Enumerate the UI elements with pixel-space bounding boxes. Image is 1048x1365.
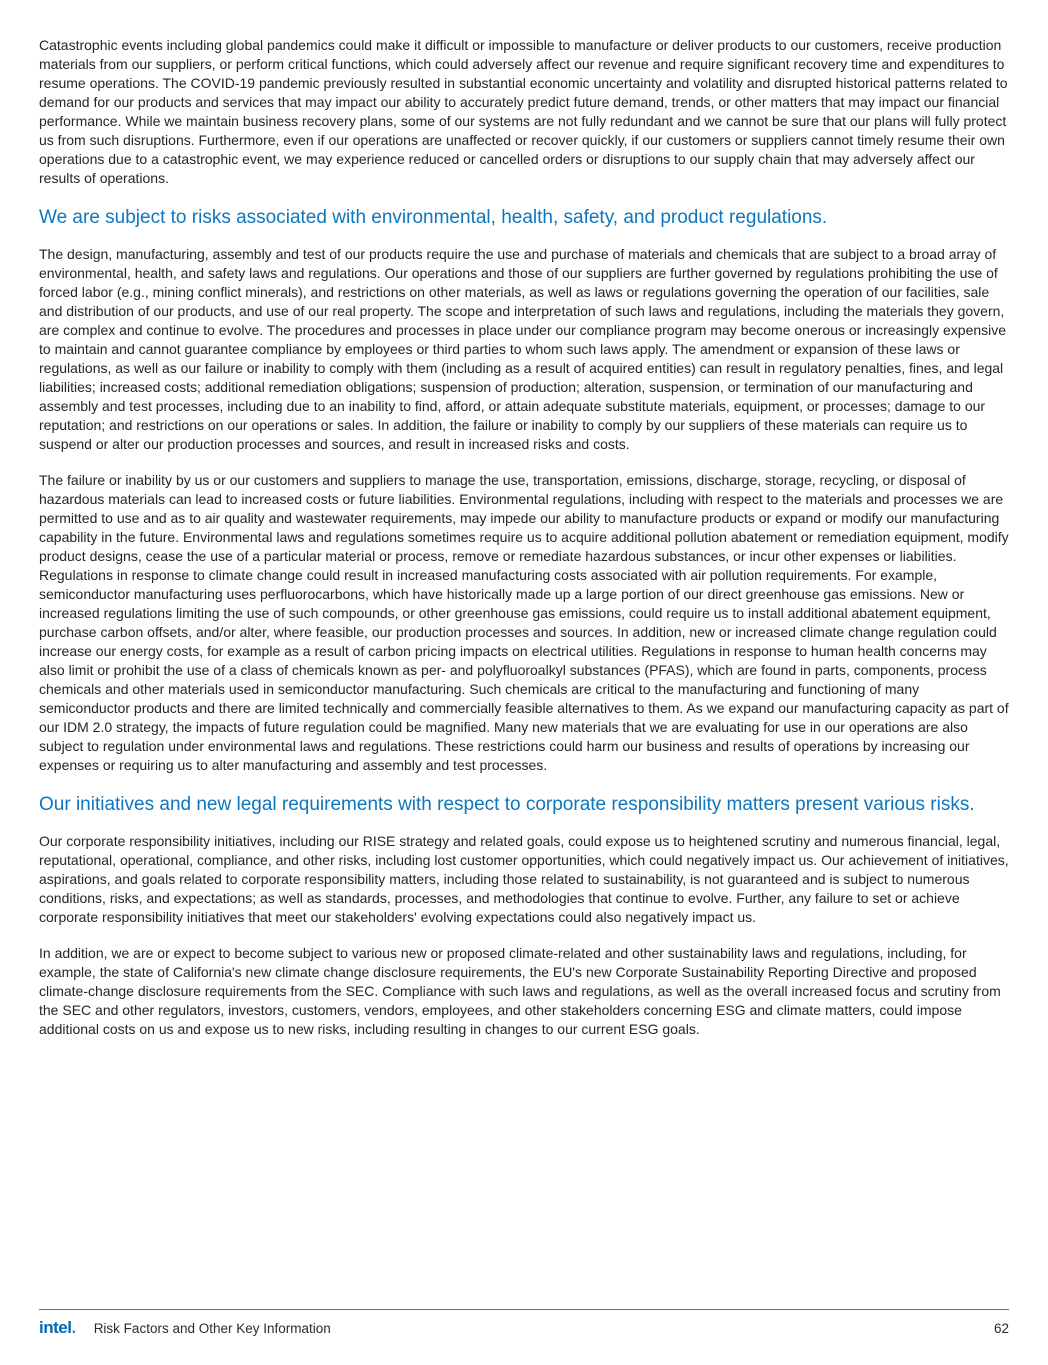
footer-page-number: 62 (993, 1321, 1009, 1336)
paragraph-hazardous-materials: The failure or inability by us or our customers and suppliers to manage the use, transportation, emissions, discharge, storage, recycling, or disposal of hazardous materials can lead to increased costs or future liabilities. Environmental regulations, including with respect to the materials and processes we are permitted to use and as to air quality and wastewater requirements, may impede our ability to manufacture products or expand or modify our manufacturing capability in the future. Environmental laws and regulations sometimes require us to acquire additional pollution abatement or remediation equipment, modify product designs, cease the use of a particular material or process, remove or remediate hazardous substances, or incur other expenses or liabilities. Regulations in response to climate change could result in increased manufacturing costs associated with air pollution requirements. For example, semiconductor manufacturing uses perfluorocarbons, which have historically made up a large portion of our direct greenhouse gas emissions. New or increased regulations limiting the use of such compounds, or other greenhouse gas emissions, could require us to install additional abatement equipment, purchase carbon offsets, and/or alter, where feasible, our production processes and sources. In addition, new or increased climate change regulation could increase our energy costs, for example as a result of carbon pricing impacts on electrical utilities. Regulations in response to human health concerns may also limit or prohibit the use of a class of chemicals known as per- and polyfluoroalkyl substances (PFAS), which are found in parts, components, process chemicals and other materials used in semiconductor manufacturing. Such chemicals are critical to the manufacturing and functioning of many semiconductor products and there are limited technically and commercially feasible alternatives to them. As we expand our manufacturing capacity as part of our IDM 2.0 strategy, the impacts of future regulation could be magnified. Many new materials that we are evaluating for use in our operations are also subject to regulation under environmental laws and regulations. These restrictions could harm our business and results of operations by increasing our expenses or requiring us to alter manufacturing and assembly and test processes. (39, 472, 1009, 773)
paragraph-climate-sustainability-laws: In addition, we are or expect to become subject to various new or proposed climate-related and other sustainability laws and regulations, including, for example, the state of California's new climate change disclosure requirements, the EU's new Corporate Sustainability Reporting Directive and proposed climate-change disclosure requirements from the SEC. Compliance with such laws and regulations, as well as the overall increased focus and scrutiny from the SEC and other regulators, investors, customers, vendors, employees, and other stakeholders concerning ESG and climate matters, could impose additional costs on us and expose us to new risks, including resulting in changes to our current ESG goals. (39, 945, 1001, 1037)
page-footer (39, 1309, 1009, 1336)
paragraph-corporate-responsibility: Our corporate responsibility initiatives, including our RISE strategy and related goals, could expose us to heightened scrutiny and numerous financial, legal, reputational, operational, compliance, and other risks, including lost customer opportunities, which could negatively impact us. Our achievement of initiatives, aspirations, and goals related to corporate responsibility matters, including those related to sustainability, is not guaranteed and is subject to numerous conditions, risks, and expectations; as well as standards, processes, and methodologies that continue to evolve. Further, any failure to set or achieve corporate responsibility initiatives that meet our stakeholders' evolving expectations could also negatively impact us. (39, 833, 1009, 925)
paragraph-design-manufacturing-regulations: The design, manufacturing, assembly and test of our products require the use and purchase of materials and chemicals that are subject to a broad array of environmental, health, and safety laws and regulations. Our operations and those of our suppliers are further governed by regulations prohibiting the use of forced labor (e.g., mining conflict minerals), and restrictions on other materials, as well as laws or regulations governing the operation of our facilities, sale and distribution of our products, and use of our real property. The scope and interpretation of such laws and regulations, including the materials they govern, are complex and continue to evolve. The procedures and processes in place under our compliance program may become onerous or increasingly expensive to maintain and cannot guarantee compliance by employees or third parties to whom such laws apply. The amendment or expansion of these laws or regulations, as well as our failure or inability to comply with them (including as a result of acquired entities) can result in regulatory penalties, fines, and legal liabilities; increased costs; additional remediation obligations; suspension of production; alteration, suspension, or termination of our manufacturing and assembly and test processes, including due to an inability to find, afford, or attain adequate substitute materials, equipment, or processes; damage to our reputation; and restrictions on our operations or sales. In addition, the failure or inability to comply by our suppliers of these materials can require us to suspend or alter our production processes and sources, and result in increased risks and costs. (39, 246, 1007, 452)
heading-corporate-responsibility-risk: Our initiatives and new legal requirements with respect to corporate responsibility matters present various risks. (39, 794, 975, 815)
intel-logo-dot: . (71, 1318, 76, 1337)
intel-logo (39, 1319, 76, 1336)
intel-logo-text: intel (39, 1318, 72, 1337)
heading-environmental-regulations-risk: We are subject to risks associated with environmental, health, safety, and product regulations. (39, 207, 828, 228)
paragraph-catastrophic-events: Catastrophic events including global pandemics could make it difficult or impossible to manufacture or deliver products to our customers, receive production materials from our suppliers, or perform critical functions, which could adversely affect our revenue and require significant recovery time and expenditures to resume operations. The COVID-19 pandemic previously resulted in substantial economic uncertainty and volatility and disrupted historical patterns related to demand for our products and services that may impact our ability to accurately predict future demand, trends, or other matters that may impact our financial performance. While we maintain business recovery plans, some of our systems are not fully redundant and we cannot be sure that our plans will fully protect us from such disruptions. Furthermore, even if our operations are unaffected or recover quickly, if our customers or suppliers cannot timely resume their own operations due to a catastrophic event, we may experience reduced or cancelled orders or disruptions to our supply chain that may adversely affect our results of operations. (39, 37, 1008, 186)
footer-section-title: Risk Factors and Other Key Information (93, 1321, 331, 1336)
